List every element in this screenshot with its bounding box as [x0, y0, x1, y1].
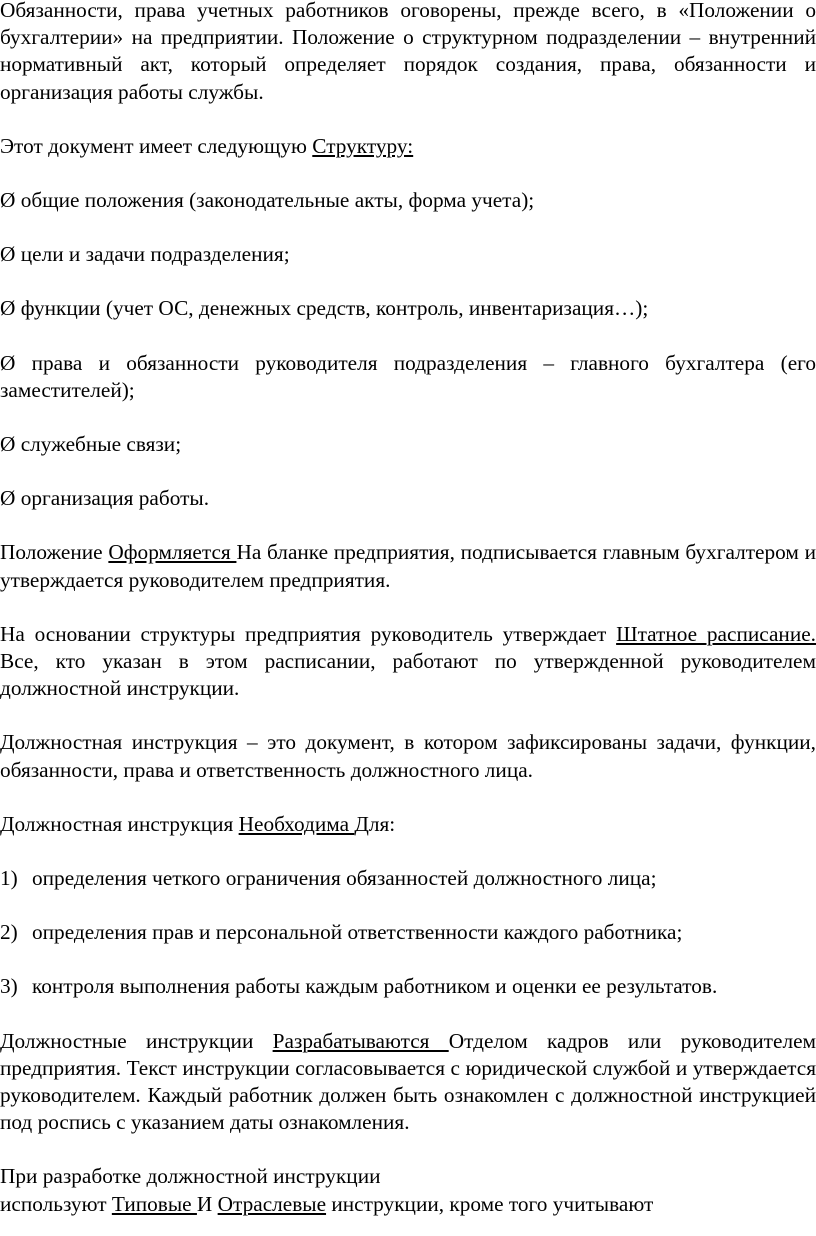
item-text: определения четкого ограничения обязанностей должностного лица;	[32, 866, 657, 891]
regulation-text: Положение	[0, 540, 109, 565]
paragraph-typical-instructions	[0, 1163, 816, 1217]
numbered-item	[0, 865, 816, 892]
industry-underlined-term: Отраслевые	[217, 1191, 327, 1216]
bullet-item	[0, 431, 816, 458]
structure-text: Этот документ имеет следующую	[0, 133, 313, 158]
item-number: 2)	[0, 920, 18, 945]
bullet-text: общие положения (законодательные акты, форма учета);	[20, 188, 535, 213]
bullet-marker: Ø	[0, 242, 16, 267]
development-underlined-term: Разрабатываются	[272, 1028, 449, 1053]
item-text: определения прав и персональной ответственности каждого работника;	[32, 920, 683, 945]
item-number: 3)	[0, 974, 18, 999]
bullet-text: функции (учет ОС, денежных средств, контроль, инвентаризация…);	[20, 296, 649, 321]
staff-text-rest: Все, кто указан в этом расписании, работают по утвержденной руководителем должностной инструкции.	[0, 649, 816, 701]
item-number: 1)	[0, 866, 18, 891]
bullet-item	[0, 187, 816, 214]
staff-text: На основании структуры предприятия руководитель утверждает	[0, 621, 617, 646]
paragraph-job-description: Должностная инструкция – это документ, в котором зафиксированы задачи, функции, обязанности, права и ответственность должностного лица.	[0, 730, 816, 782]
bullet-text: права и обязанности руководителя подразделения – главного бухгалтера (его заместителей);	[0, 350, 816, 402]
paragraph-necessity	[0, 811, 816, 838]
bullet-marker: Ø	[0, 188, 16, 213]
development-text: Должностные инструкции	[0, 1028, 273, 1053]
typical-line1: При разработке должностной инструкции	[0, 1164, 381, 1189]
item-text: контроля выполнения работы каждым работником и оценки ее результатов.	[32, 974, 718, 999]
paragraph-development	[0, 1028, 816, 1137]
bullet-marker: Ø	[0, 350, 16, 375]
bullet-marker: Ø	[0, 432, 16, 457]
bullet-item	[0, 350, 816, 404]
bullet-item	[0, 295, 816, 322]
regulation-text-rest: На бланке предприятия, подписывается главным бухгалтером и утверждается руководителем предприятия.	[0, 540, 816, 592]
typical-text: используют	[0, 1191, 112, 1216]
bullet-marker: Ø	[0, 486, 16, 511]
typical-conjunction: И	[196, 1191, 218, 1216]
structure-underlined-term: Структуру:	[312, 133, 414, 158]
bullet-item	[0, 241, 816, 268]
numbered-item	[0, 919, 816, 946]
bullet-item	[0, 485, 816, 512]
staff-underlined-term: Штатное расписание.	[616, 621, 816, 646]
typical-text-rest: инструкции, кроме того учитывают	[326, 1191, 654, 1216]
paragraph-regulation	[0, 539, 816, 593]
paragraph-structure	[0, 133, 816, 160]
regulation-underlined-term: Оформляется	[108, 540, 237, 565]
paragraph-staff-schedule	[0, 621, 816, 703]
bullet-text: цели и задачи подразделения;	[20, 242, 290, 267]
necessity-text-rest: Для:	[354, 811, 396, 836]
paragraph-intro: Обязанности, права учетных работников оговорены, прежде всего, в «Положении о бухгалтерии» на предприятии. Положение о структурном подразделении – внутренний нормативный акт, который определяет порядок создания, права, обязанности и организация работы службы.	[0, 0, 816, 104]
bullet-text: организация работы.	[20, 486, 210, 511]
development-text-rest: Отделом кадров или руководителем предприятия. Текст инструкции согласовывается с юридической службой и утверждается руководителем. Каждый работник должен быть ознакомлен с должностной инструкцией под роспись с указанием даты ознакомления.	[0, 1028, 816, 1135]
bullet-marker: Ø	[0, 296, 16, 321]
necessity-text: Должностная инструкция	[0, 811, 239, 836]
necessity-underlined-term: Необходима	[238, 811, 355, 836]
typical-underlined-term: Типовые	[111, 1191, 197, 1216]
numbered-item	[0, 973, 816, 1000]
bullet-text: служебные связи;	[20, 432, 182, 457]
